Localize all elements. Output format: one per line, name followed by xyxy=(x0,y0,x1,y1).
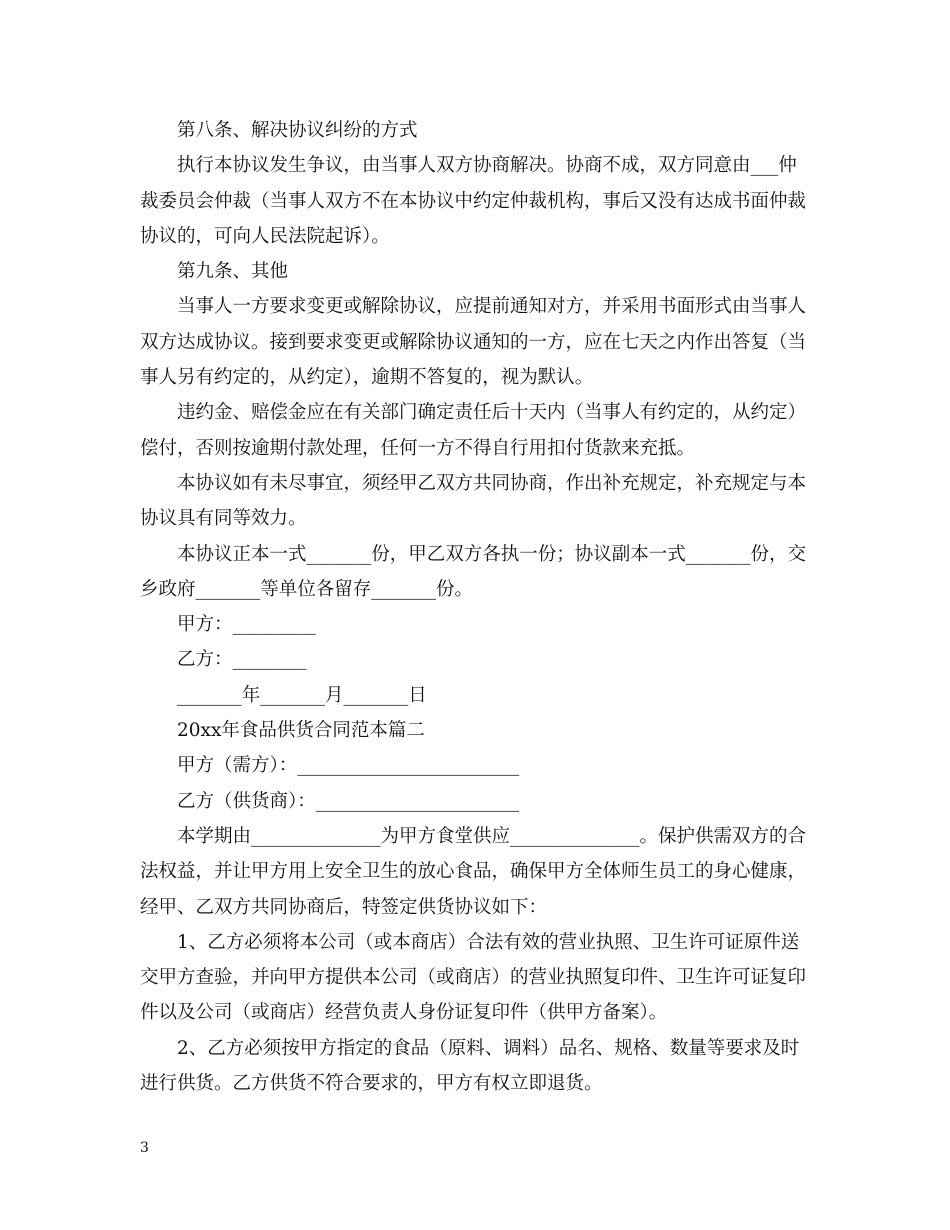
document-body xyxy=(140,113,820,1101)
page-number: 3 xyxy=(140,1140,149,1156)
text-line: 事人另有约定的，从约定），逾期不答复的，视为默认。 xyxy=(140,367,594,389)
text-line: 本协议如有未尽事宜，须经甲乙双方共同协商，作出补充规定，补充规定与本 xyxy=(177,472,807,494)
text-line: 执行本协议发生争议，由当事人双方协商解决。协商不成，双方同意由___仲 xyxy=(177,155,797,177)
text-line: 件以及公司（或商店）经营负责人身份证复印件（供甲方备案）。 xyxy=(140,1002,668,1024)
text-line: 20xx年食品供货合同范本篇二 xyxy=(177,720,425,742)
text-line: 乡政府_______等单位各留存_______份。 xyxy=(140,578,474,600)
text-line: 2、乙方必须按甲方指定的食品（原料、调料）品名、规格、数量等要求及时 xyxy=(177,1037,800,1059)
text-line: 交甲方查验，并向甲方提供本公司（或商店）的营业执照复印件、卫生许可证复印 xyxy=(140,967,807,989)
text-line: 双方达成协议。接到要求变更或解除协议通知的一方，应在七天之内作出答复（当 xyxy=(140,331,807,353)
text-line: 裁委员会仲裁（当事人双方不在本协议中约定仲裁机构，事后又没有达成书面仲裁 xyxy=(140,190,807,212)
text-line: 协议的，可向人民法院起诉）。 xyxy=(140,225,390,247)
text-line: 乙方（供货商）：______________________ xyxy=(177,790,520,812)
text-line: 违约金、赔偿金应在有关部门确定责任后十天内（当事人有约定的，从约定） xyxy=(177,402,807,424)
text-line: 本协议正本一式_______份，甲乙双方各执一份；协议副本一式_______份，交 xyxy=(177,543,807,565)
text-line: 协议具有同等效力。 xyxy=(140,508,307,530)
text-line: 经甲、乙双方共同协商后，特签定供货协议如下： xyxy=(140,896,548,918)
text-line: 第八条、解决协议纠纷的方式 xyxy=(177,120,418,141)
text-line: 1、乙方必须将本公司（或本商店）合法有效的营业执照、卫生许可证原件送 xyxy=(177,931,800,953)
text-line: _______年_______月_______日 xyxy=(177,684,427,706)
text-line: 法权益，并让甲方用上安全卫生的放心食品，确保甲方全体师生员工的身心健康， xyxy=(140,861,807,883)
text-line: 甲方：_________ xyxy=(177,614,316,636)
text-line: 乙方：________ xyxy=(177,649,307,671)
text-line: 偿付，否则按逾期付款处理，任何一方不得自行用扣付货款来充抵。 xyxy=(140,437,696,459)
text-line: 甲方（需方）：________________________ xyxy=(177,755,520,777)
text-line: 进行供货。乙方供货不符合要求的，甲方有权立即退货。 xyxy=(140,1073,603,1095)
text-line: 第九条、其他 xyxy=(177,261,289,283)
text-line: 本学期由______________为甲方食堂供应______________。保护供需双方的合 xyxy=(177,825,807,847)
text-line: 当事人一方要求变更或解除协议，应提前通知对方，并采用书面形式由当事人 xyxy=(177,296,807,318)
